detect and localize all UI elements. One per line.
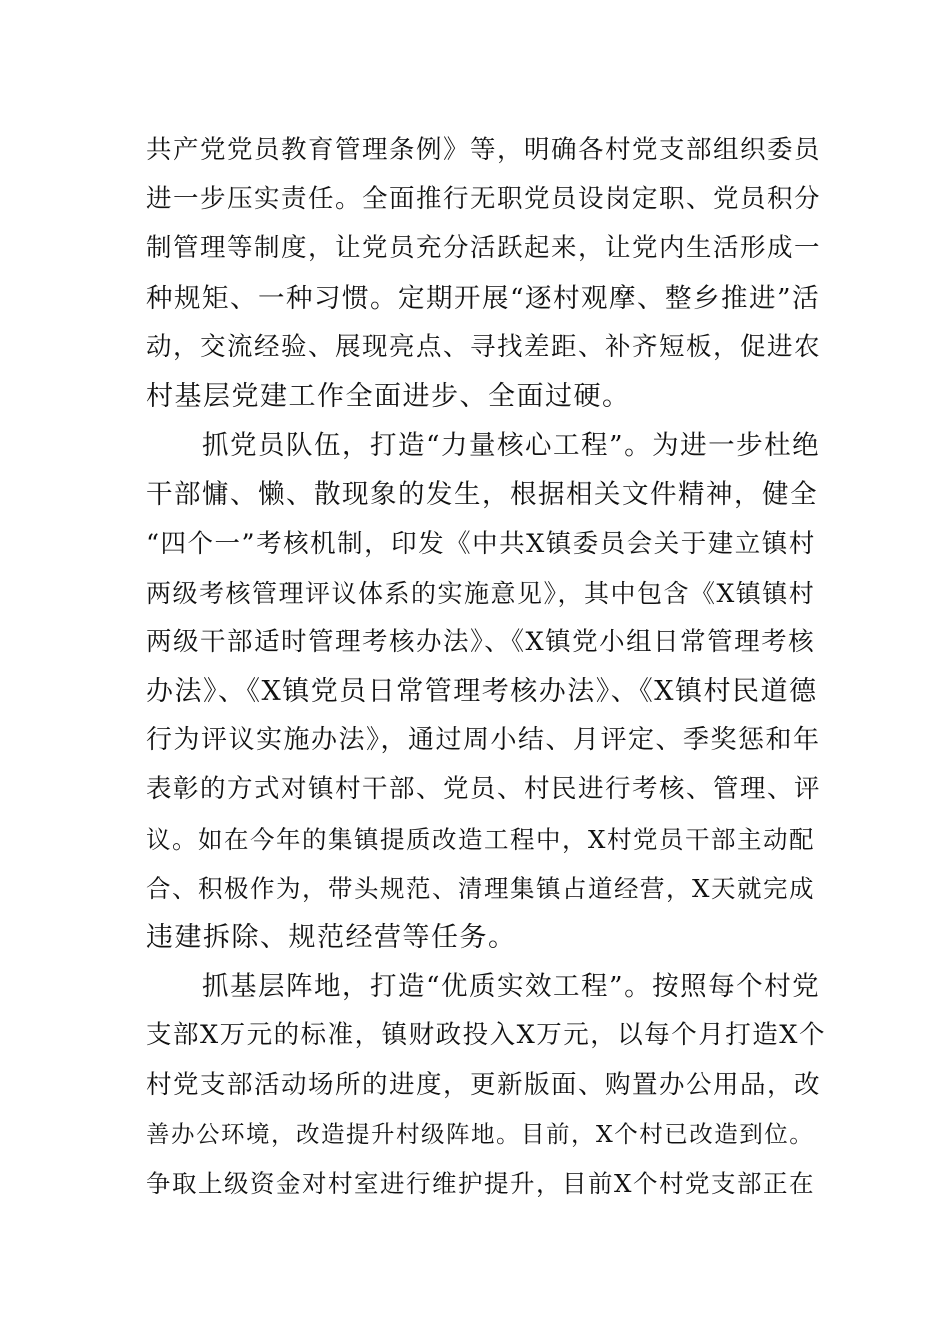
text-line: 干部慵、懒、散现象的发生，根据相关文件精神，健全 (146, 479, 818, 511)
text-line: 制管理等制度，让党员充分活跃起来，让党内生活形成一 (146, 233, 822, 264)
text-line: 村党支部活动场所的进度，更新版面、购置办公用品，改 (146, 1069, 822, 1100)
text-line: 村基层党建工作全面进步、全面过硬。 (146, 380, 631, 412)
paragraph-start-line: 抓党员队伍，打造“力量核心工程”。为进一步杜绝 (146, 430, 821, 462)
text-line: 办法》、《X镇党员日常管理考核办法》、《X镇村民道德 (146, 676, 818, 708)
text-line: 种规矩、一种习惯。定期开展“逐村观摩、整乡推进”活 (146, 282, 821, 314)
text-line: 两级考核管理评议体系的实施意见》，其中包含《X镇镇村 (146, 578, 816, 608)
text-line: 行为评议实施办法》，通过周小结、月评定、季奖惩和年 (146, 725, 821, 756)
text-line: 议。如在今年的集镇提质改造工程中，X村党员干部主动配 (146, 824, 815, 854)
text-line: 支部X万元的标准，镇财政投入X万元，以每个月打造X个 (146, 1020, 826, 1051)
text-line: 共产党党员教育管理条例》等，明确各村党支部组织委员 (146, 135, 822, 165)
text-line: 违建拆除、规范经营等任务。 (146, 922, 517, 953)
paragraph-start-line: 抓基层阵地，打造“优质实效工程”。按照每个村党 (146, 971, 821, 1003)
text-line: 进一步压实责任。全面推行无职党员设岗定职、党员积分 (146, 184, 822, 215)
text-line: 两级干部适时管理考核办法》、《X镇党小组日常管理考核 (146, 626, 816, 657)
text-line: 合、积极作为，带头规范、清理集镇占道经营，X天就完成 (146, 873, 815, 903)
text-line: 动，交流经验、展现亮点、寻找差距、补齐短板，促进农 (146, 331, 822, 362)
text-line: 善办公环境，改造提升村级阵地。目前，X个村已改造到位。 (146, 1119, 815, 1148)
text-line: 争取上级资金对村室进行维护提升，目前X个村党支部正在 (146, 1168, 815, 1198)
body-text (146, 126, 826, 1208)
text-line: “四个一”考核机制，印发《中共X镇委员会关于建立镇村 (146, 528, 816, 559)
text-line: 表彰的方式对镇村干部、党员、村民进行考核、管理、评 (146, 774, 822, 805)
